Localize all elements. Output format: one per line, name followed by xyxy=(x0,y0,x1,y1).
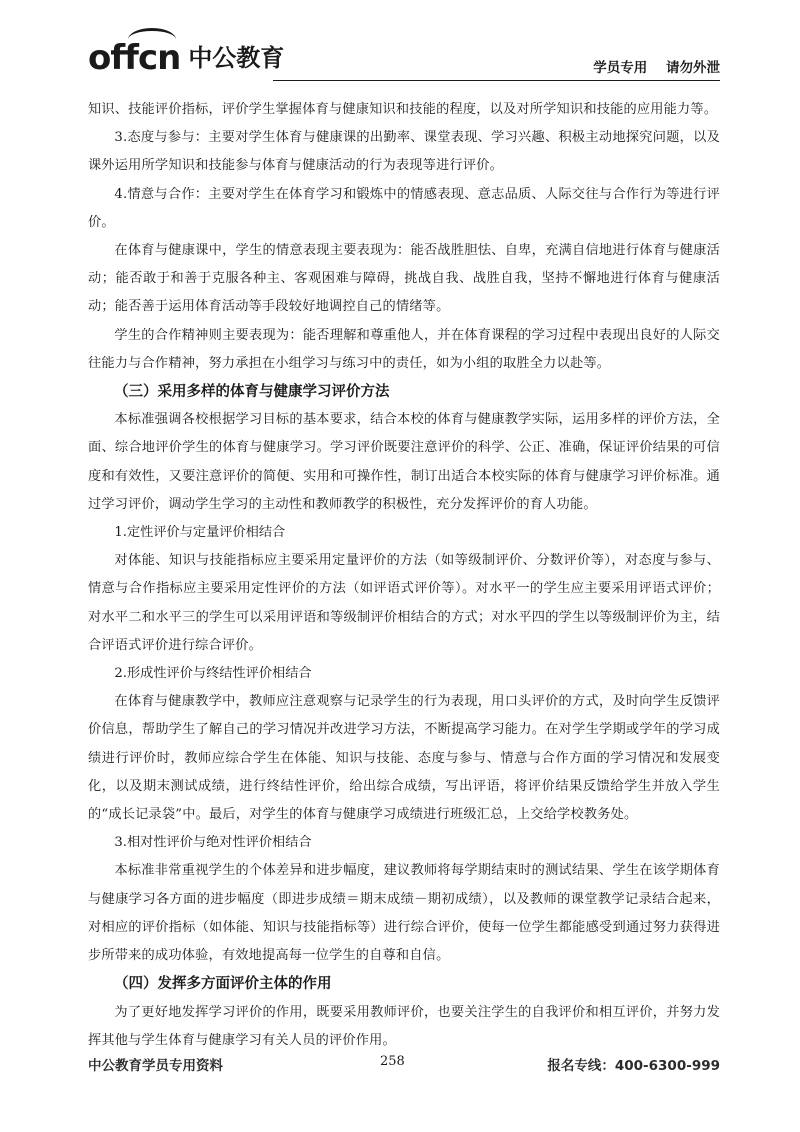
section-heading-4: （四）发挥多方面评价主体的作用 xyxy=(114,976,332,993)
page-header xyxy=(88,34,720,82)
header-divider xyxy=(273,80,720,81)
paragraph-emotion-performance: 在体育与健康课中，学生的情意表现主要表现为：能否战胜胆怯、自卑，充满自信地进行体育与健康活动；能否敢于和善于克服各种主、客观困难与障碍，挑战自我、战胜自我，坚持不懈地进行体育与健康活动；能否善于运用体育活动等手段较好地调控自己的情绪等。 xyxy=(88,243,720,315)
page-body xyxy=(88,96,720,1055)
paragraph-cooperation-spirit: 学生的合作精神则主要表现为：能否理解和尊重他人，并在体育课程的学习过程中表现出良好的人际交往能力与合作精神，努力承担在小组学习与练习中的责任，如为小组的取胜全力以赴等。 xyxy=(88,327,720,371)
offcn-logo xyxy=(88,34,284,78)
subheading-relative-absolute: 3.相对性评价与绝对性评价相结合 xyxy=(114,835,312,851)
footer-hotline: 报名专线：400-6300-999 xyxy=(547,1058,720,1074)
header-labels xyxy=(593,56,720,76)
paragraph-qualitative-quantitative: 对体能、知识与技能指标应主要采用定量评价的方法（如等级制评价、分数评价等），对态度与参与、情意与合作指标应主要采用定性评价的方法（如评语式评价等）。对水平一的学生应主要采用评语式评价；对水平二和水平三的学生可以采用评语和等级制评价相结合的方式；对水平四的学生以等级制评价为主，结合评语式评价进行综合评价。 xyxy=(88,553,720,653)
header-label-no-distribution: 请勿外泄 xyxy=(666,60,720,76)
section-heading-3: （三）采用多样的体育与健康学习评价方法 xyxy=(114,384,390,401)
subheading-formative-summative: 2.形成性评价与终结性评价相结合 xyxy=(114,666,312,682)
paragraph-relative-absolute: 本标准非常重视学生的个体差异和进步幅度，建议教师将每学期结束时的测试结果、学生在该学期体育与健康学习各方面的进步幅度（即进步成绩＝期末成绩－期初成绩），以及教师的课堂教学记录结合起来，对相应的评价指标（如体能、知识与技能指标等）进行综合评价，使每一位学生都能感受到通过努力获得进步所带来的成功体验，有效地提高每一位学生的自尊和自信。 xyxy=(88,863,720,964)
logo-chinese-text: 中公教育 xyxy=(188,44,285,72)
paragraph-attitude-participation: 3.态度与参与：主要对学生体育与健康课的出勤率、课堂表现、学习兴趣、积极主动地探究问题，以及课外运用所学知识和技能参与体育与健康活动的行为表现等进行评价。 xyxy=(88,130,720,174)
logo-latin-text: offcn xyxy=(88,38,181,78)
paragraph-diverse-methods: 本标准强调各校根据学习目标的基本要求，结合本校的体育与健康教学实际，运用多样的评价方法，全面、综合地评价学生的体育与健康学习。学习评价既要注意评价的科学、公正、准确，保证评价结果的可信度和有效性，又要注意评价的简便、实用和可操作性，制订出适合本校实际的体育与健康学习评价标准。通过学习评价，调动学生学习的主动性和教师教学的积极性，充分发挥评价的育人功能。 xyxy=(88,412,720,512)
footer-source-label: 中公教育学员专用资料 xyxy=(88,1058,223,1074)
paragraph-continued: 知识、技能评价指标，评价学生掌握体育与健康知识和技能的程度，以及对所学知识和技能的应用能力等。 xyxy=(88,102,718,117)
paragraph-emotion-cooperation: 4.情意与合作：主要对学生在体育学习和锻炼中的情感表现、意志品质、人际交往与合作行为等进行评价。 xyxy=(88,186,720,230)
header-label-students-only: 学员专用 xyxy=(593,60,648,76)
logo-arc-mark xyxy=(128,28,176,51)
paragraph-evaluation-subjects: 为了更好地发挥学习评价的作用，既要采用教师评价，也要关注学生的自我评价和相互评价，并努力发挥其他与学生体育与健康学习有关人员的评价作用。 xyxy=(88,1004,720,1048)
subheading-qualitative-quantitative: 1.定性评价与定量评价相结合 xyxy=(114,525,286,541)
page-number: 258 xyxy=(380,1054,405,1069)
paragraph-formative-summative: 在体育与健康教学中，教师应注意观察与记录学生的行为表现，用口头评价的方式，及时向学生反馈评价信息，帮助学生了解自己的学习情况并改进学习方法，不断提高学习能力。在对学生学期或学年的学习成绩进行评价时，教师应综合学生在体能、知识与技能、态度与参与、情意与合作方面的学习情况和发展变化，以及期末测试成绩，进行终结性评价，给出综合成绩，写出评语，将评价结果反馈给学生并放入学生的“成长记录袋”中。最后，对学生的体育与健康学习成绩进行班级汇总，上交给学校教务处。 xyxy=(88,694,720,823)
